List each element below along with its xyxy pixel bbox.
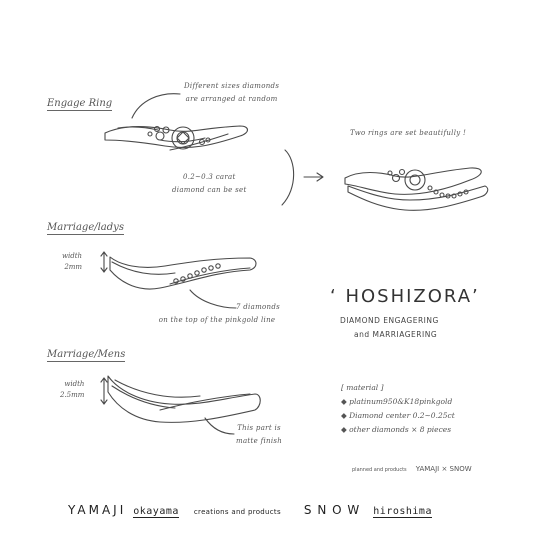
credit-small: planned and products — [352, 467, 407, 473]
note-line: matte finish — [236, 437, 283, 445]
ladys-ring-drawing — [110, 257, 256, 289]
product-title: ‘ HOSHIZORA’ — [330, 286, 480, 307]
engage-ring-drawing — [105, 126, 248, 150]
subtitle-line: DIAMOND ENGAGERING — [340, 316, 439, 325]
note-line: are arranged at random — [185, 95, 278, 103]
footer-okayama: okayama — [133, 506, 179, 517]
material-header: [ material ] — [341, 383, 384, 392]
footer-creations: creations and products — [193, 508, 281, 516]
note-line: 7 diamonds — [236, 303, 281, 311]
material-text: other diamonds × 8 pieces — [349, 425, 452, 434]
ring-set-drawing — [345, 168, 488, 210]
diamond-bullet-icon: ◆ — [341, 397, 347, 406]
mens-width — [60, 379, 84, 401]
subtitle-line: and MARRIAGERING — [354, 330, 438, 339]
width-label: width — [64, 380, 85, 388]
footer-yamaji: YAMAJI — [68, 503, 127, 517]
credit-line — [352, 456, 472, 475]
width-value: 2mm — [64, 263, 83, 271]
width-label: width — [62, 252, 83, 260]
note-different-sizes — [184, 80, 279, 106]
footer — [68, 503, 432, 518]
material-item — [341, 423, 455, 437]
mens-ring-drawing — [108, 376, 260, 422]
note-line: on the top of the pinkgold line — [158, 316, 276, 324]
material-item — [341, 409, 455, 423]
section-marriage-ladys: Marriage/ladys — [47, 222, 124, 233]
section-engage-ring: Engage Ring — [47, 98, 113, 109]
note-line: Different sizes diamonds — [184, 82, 280, 90]
material-item — [341, 395, 455, 409]
credit-brand: YAMAJI × SNOW — [415, 465, 472, 473]
note-line: diamond can be set — [172, 186, 247, 194]
material-text: Diamond center 0.2~0.25ct — [349, 411, 455, 420]
note-seven-diamonds — [154, 301, 280, 327]
footer-snow: S N O W — [303, 503, 361, 517]
note-carat — [172, 171, 247, 197]
footer-hiroshima: hiroshima — [373, 506, 432, 517]
width-value: 2.5mm — [60, 391, 85, 399]
material-list — [341, 381, 455, 437]
note-line: This part is — [237, 424, 281, 432]
diamond-bullet-icon: ◆ — [341, 411, 347, 420]
note-line: 0.2~0.3 carat — [182, 173, 236, 181]
product-subtitle — [340, 314, 439, 342]
section-marriage-mens: Marriage/Mens — [47, 349, 126, 360]
note-matte-finish — [236, 422, 282, 448]
ladys-width — [62, 251, 82, 273]
material-text: platinum950&K18pinkgold — [349, 397, 453, 406]
diamond-bullet-icon: ◆ — [341, 425, 347, 434]
note-two-rings: Two rings are set beautifully ! — [350, 129, 467, 137]
